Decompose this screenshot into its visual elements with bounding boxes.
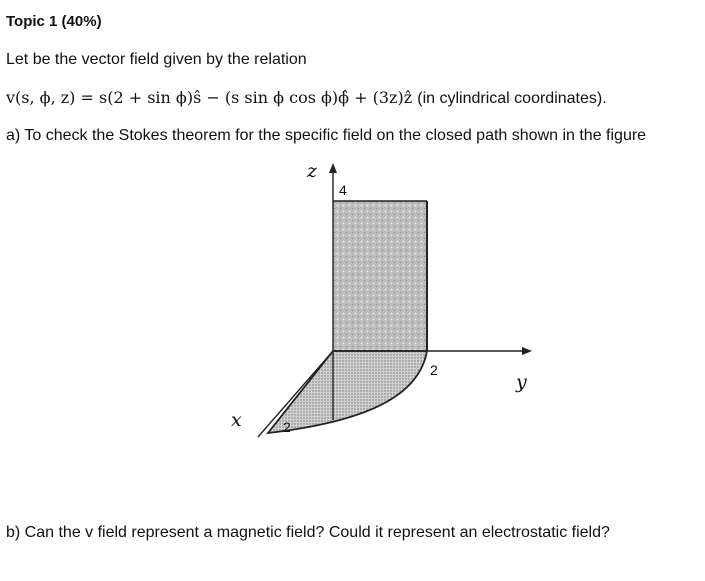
z-axis-arrow	[329, 163, 337, 173]
question-a: a) To check the Stokes theorem for the specific field on the closed path shown in the figure	[6, 127, 647, 144]
z-axis-label: z	[307, 160, 318, 182]
intro-text: Let be the vector field given by the relation	[6, 51, 307, 68]
equation-expression: v(s, ϕ, z) = s(2 + sin ϕ)ŝ − (s sin ϕ cos ϕ)ϕ̂ + (3z)ẑ	[6, 88, 413, 107]
equation-note: (in cylindrical coordinates).	[417, 90, 607, 107]
y-distance-label: 2	[430, 362, 438, 378]
question-b: b) Can the v field represent a magnetic field? Could it represent an electrostatic field?	[6, 524, 610, 541]
y-axis-label: y	[516, 371, 527, 393]
x-axis-label: x	[231, 409, 242, 431]
height-label: 4	[339, 182, 347, 198]
y-axis-arrow	[522, 347, 532, 355]
topic-title: Topic 1 (40%)	[6, 13, 102, 30]
x-distance-label: 2	[283, 419, 291, 435]
vertical-surface	[333, 201, 427, 351]
quarter-disc-base	[268, 351, 427, 433]
